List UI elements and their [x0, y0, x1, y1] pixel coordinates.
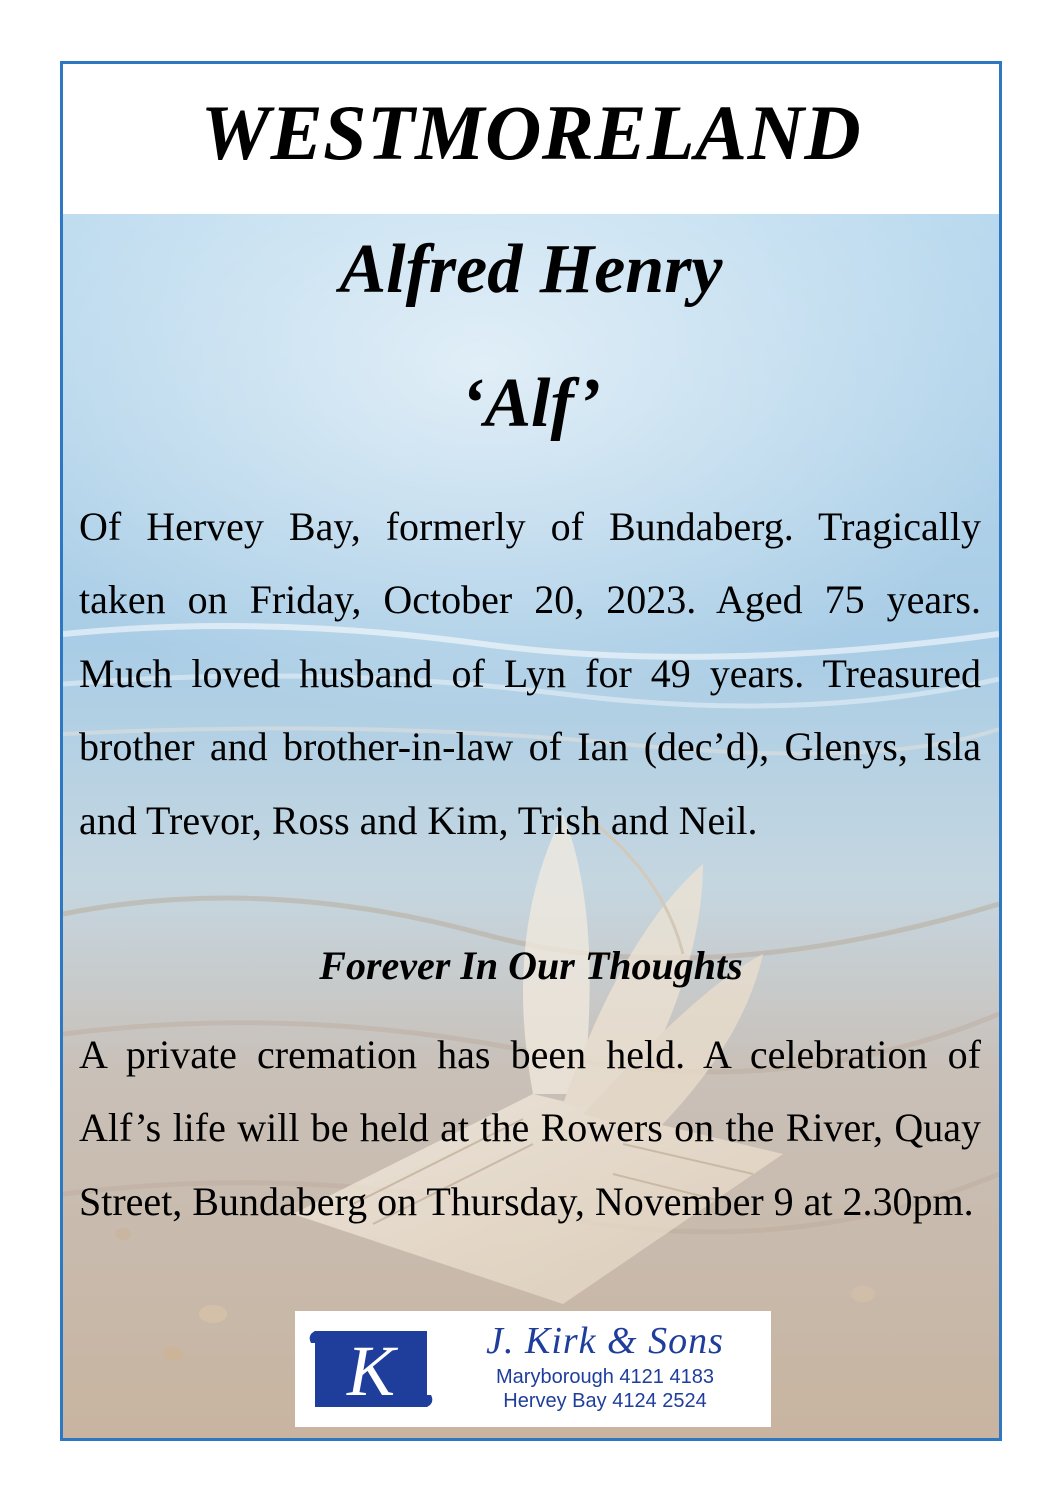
- surname-heading: WESTMORELAND: [200, 89, 862, 176]
- notice-frame: [60, 61, 1002, 1441]
- funeral-director-phone-hervey-bay: Hervey Bay 4124 2524: [503, 1390, 707, 1412]
- notice-paragraph-1: Of Hervey Bay, formerly of Bundaberg. Tragically taken on Friday, October 20, 2023. Aged 75 years. Much loved husband of Lyn for 49 years. Treasured brother and brother-in-law of Ian (dec’d), Glenys, Isla and Trevor, Ross and Kim, Trish and Neil.: [79, 504, 981, 843]
- notice-content: [63, 64, 999, 1438]
- motto-line: Forever In Our Thoughts: [319, 943, 743, 988]
- funeral-director-phone-maryborough: Maryborough 4121 4183: [496, 1366, 714, 1388]
- nickname-heading: ‘Alf’: [461, 365, 601, 442]
- svg-text:K: K: [346, 1331, 396, 1411]
- kirk-monogram-icon: [307, 1321, 435, 1417]
- notice-paragraph-2: A private cremation has been held. A celebration of Alf’s life will be held at the Rowers on the River, Quay Street, Bundaberg on Thursday, November 9 at 2.30pm.: [79, 1032, 981, 1224]
- funeral-director-logo: [295, 1311, 771, 1427]
- given-names-heading: Alfred Henry: [339, 231, 723, 308]
- funeral-director-name: J. Kirk & Sons: [486, 1320, 724, 1362]
